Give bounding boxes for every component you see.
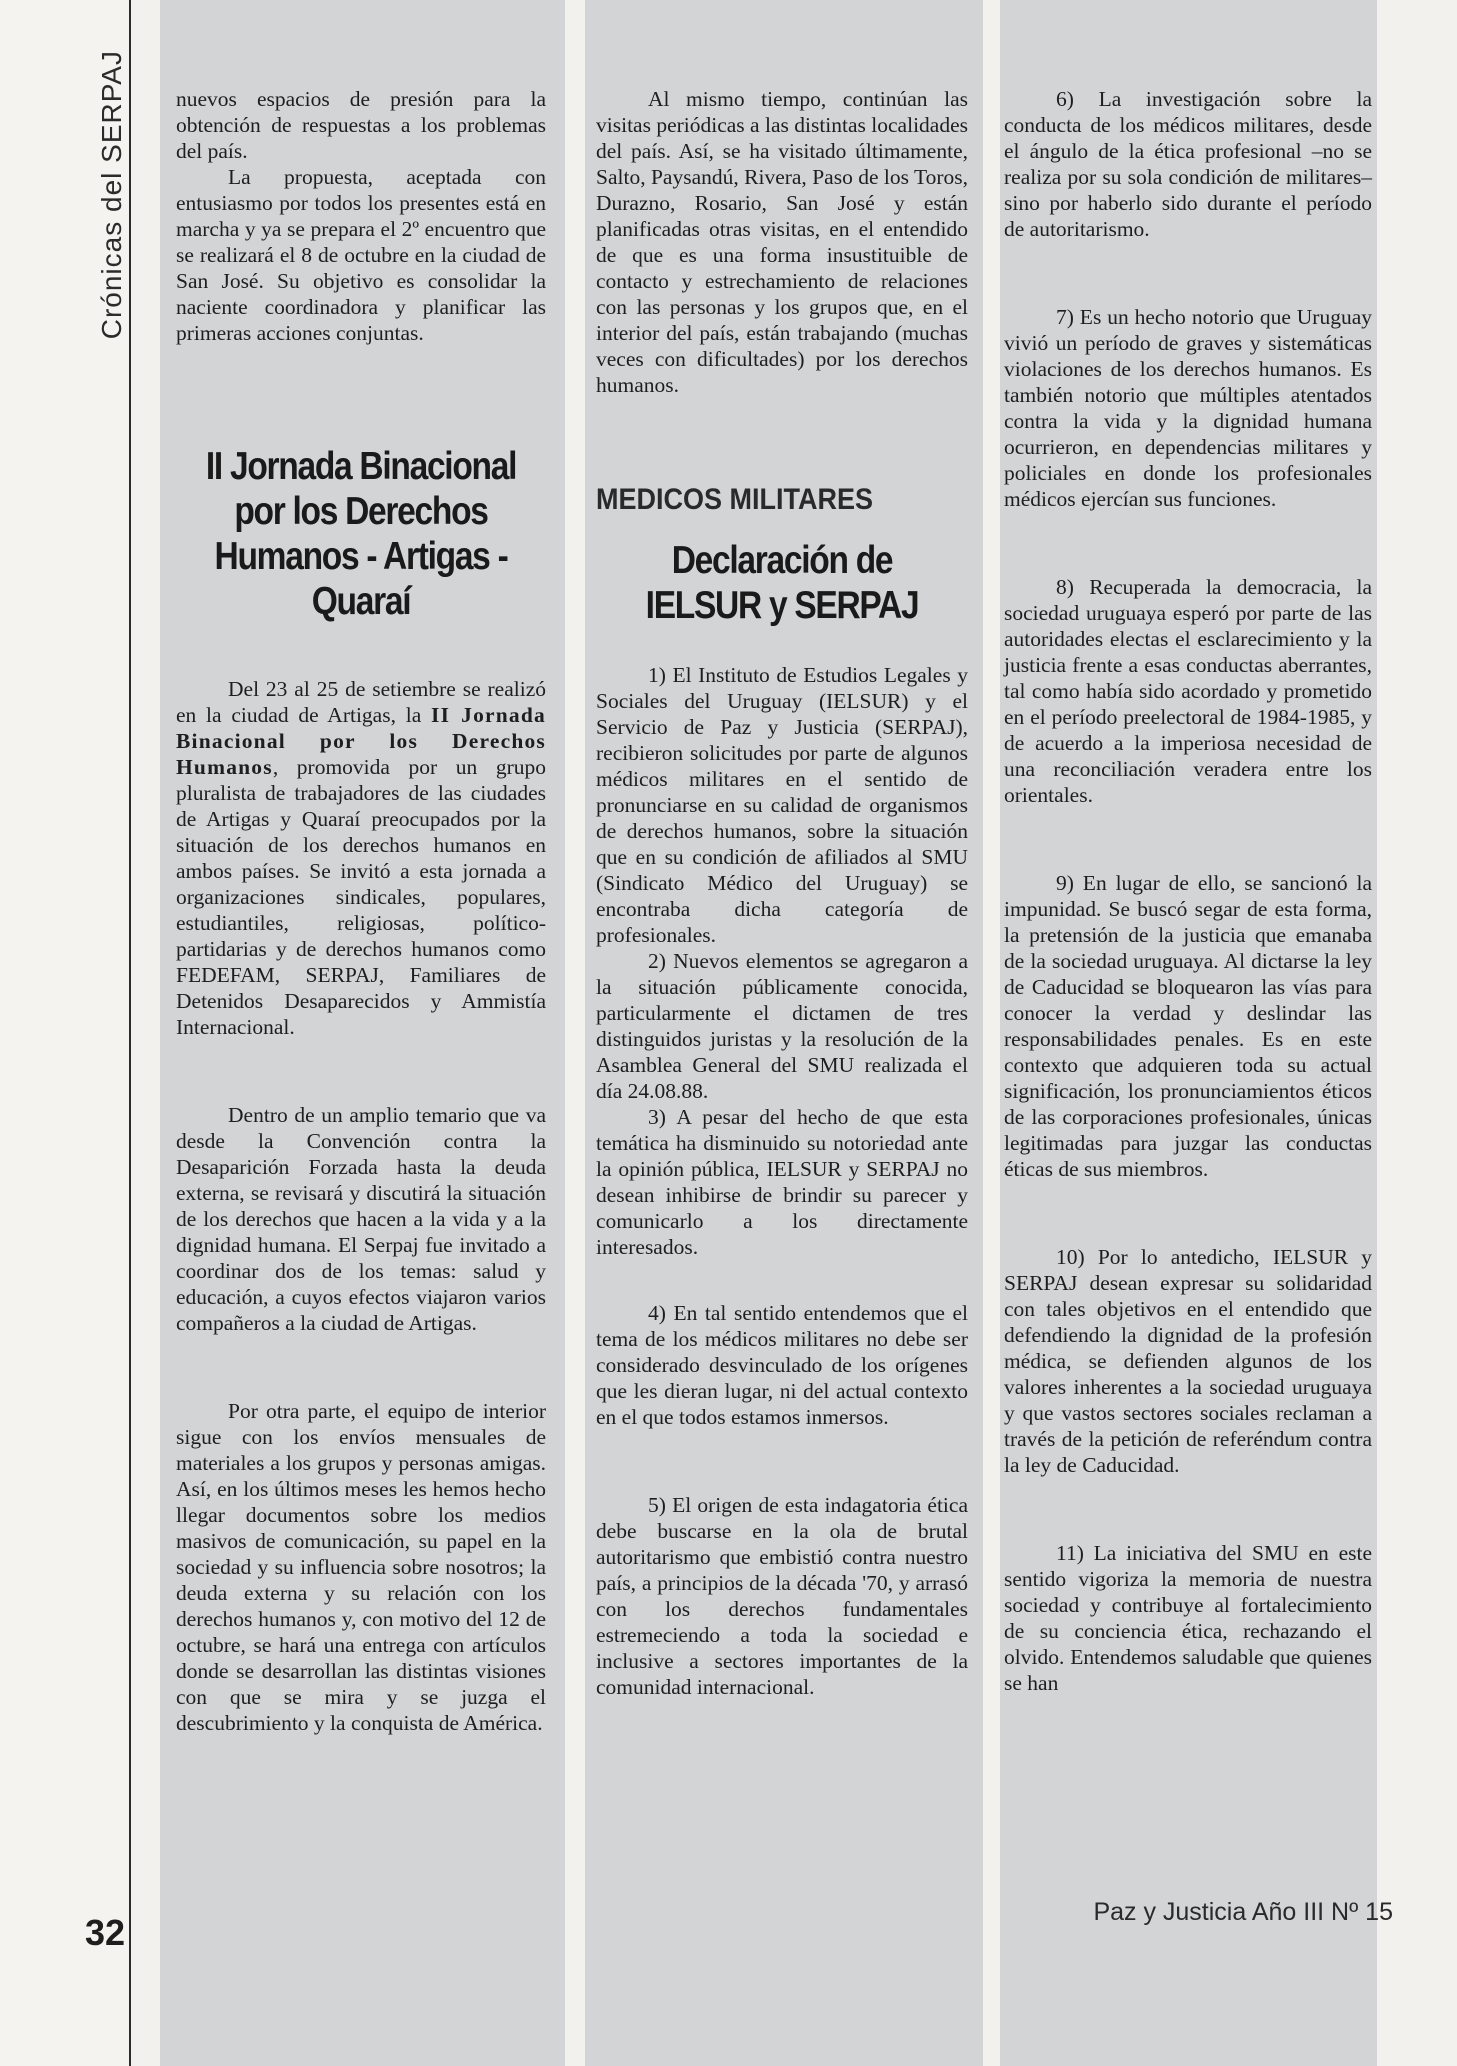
paragraph: 8) Recuperada la democracia, la sociedad uruguaya esperó por parte de las autoridades electas el esclarecimiento y la justicia frente a esas conductas aberrantes, tal como había sido acordado y prometido en el período preelectoral de 1984-1985, y de acuerdo a la imperiosa necesidad de una reconciliación veradera entre los orientales. [1004, 575, 1372, 807]
paragraph: Por otra parte, el equipo de interior sigue con los envíos mensuales de materiales a los grupos y personas amigas. Así, en los últimos meses les hemos hecho llegar documentos sobre los medios masivos de comunicación, su papel en la sociedad y su influencia sobre nosotros; la deuda externa y su relación con los derechos humanos y, con motivo del 12 de octubre, se hará una entrega con artículos donde se desarrollan las distintas visiones con que se mira y se juzga el descubrimiento y la conquista de América. [176, 1399, 546, 1735]
column-1 [176, 86, 546, 1736]
paragraph [176, 676, 546, 1040]
section-kicker: MEDICOS MILITARES [596, 483, 874, 516]
paragraph: 11) La iniciativa del SMU en este sentido vigoriza la memoria de nuestra sociedad y contribuye al fortalecimiento de su conciencia ética, rechazando el olvido. Entendemos saludable que quienes se han [1004, 1541, 1372, 1695]
paragraph: 9) En lugar de ello, se sancionó la impunidad. Se buscó segar de esta forma, la pretensión de la justicia que emanaba de la sociedad uruguaya. Al dictarse la ley de Caducidad se bloquearon las vías para conocer la verdad y deslindar las responsabilidades penales. Es en este contexto que adquieren toda su actual significación, los pronunciamientos éticos de las corporaciones profesionales, únicas legitimadas para juzgar las conductas éticas de sus miembros. [1004, 871, 1372, 1181]
paragraph-rest: , promovida por un grupo pluralista de trabajadores de las ciudades de Artigas y Quaraí preocupados por la situación de los derechos humanos en ambos países. Se invitó a esta jornada a organizaciones sindicales, populares, estudiantiles, religiosas, político-partidarias y de derechos humanos como FEDEFAM, SERPAJ, Familiares de Detenidos Desaparecidos y Ammistía Internacional. [176, 755, 546, 1039]
magazine-footer: Paz y Justicia Año III Nº 15 [1093, 1898, 1393, 1926]
paragraph: Dentro de un amplio temario que va desde la Convención contra la Desaparición Forzada hasta la deuda externa, se revisará y discutirá la situación de los derechos que hacen a la vida y a la dignidad humana. El Serpaj fue invitado a coordinar dos de los temas: salud y educación, a cuyos efectos viajaron varios compañeros a la ciudad de Artigas. [176, 1103, 546, 1335]
article-title-jornada: II Jornada Binacional por los Derechos Humanos - Artigas - Quaraí [205, 445, 517, 623]
paragraph: La propuesta, aceptada con entusiasmo por todos los presentes está en marcha y ya se prepara el 2º encuentro que se realizará el 8 de octubre en la ciudad de San José. Su objetivo es consolidar la naciente coordinadora y planificar las primeras acciones conjuntas. [176, 165, 546, 345]
paragraph: 6) La investigación sobre la conducta de los médicos militares, desde el ángulo de la ética profesional –no se realiza por su sola condición de militares– sino por haberlo sido durante el período de autoritarismo. [1004, 87, 1372, 241]
margin-rule [129, 0, 131, 2066]
running-head: Crónicas del SERPAJ [96, 50, 127, 340]
column-2 [596, 86, 968, 1700]
page-number: 32 [85, 1912, 126, 1953]
article-title-declaracion: Declaración de IELSUR y SERPAJ [645, 539, 919, 627]
paragraph: 5) El origen de esta indagatoria ética debe buscarse en la ola de brutal autoritarismo que embistió contra nuestro país, a principios de la década '70, y arrasó con los derechos fundamentales estremeciendo a toda la sociedad e inclusive a sectores importantes de la comunidad internacional. [596, 1493, 968, 1699]
paragraph: 3) A pesar del hecho de que esta temática ha disminuido su notoriedad ante la opinión pública, IELSUR y SERPAJ no desean inhibirse de brindir su parecer y comunicarlo a los directamente interesados. [596, 1105, 968, 1259]
paragraph: 1) El Instituto de Estudios Legales y Sociales del Uruguay (IELSUR) y el Servicio de Paz y Justicia (SERPAJ), recibieron solicitudes por parte de algunos médicos militares en el sentido de pronunciarse en su calidad de organismos de derechos humanos, sobre la situación que en su condición de afiliados al SMU (Sindicato Médico del Uruguay) se encontraba dicha categoría de profesionales. [596, 663, 968, 947]
paragraph: 4) En tal sentido entendemos que el tema de los médicos militares no debe ser considerado desvinculado de los orígenes que les dieran lugar, ni del actual contexto en el que todos estamos inmersos. [596, 1301, 968, 1429]
column-3 [1004, 86, 1372, 1696]
paragraph: 10) Por lo antedicho, IELSUR y SERPAJ desean expresar su solidaridad con tales objetivos en el entendido que defendiendo la dignidad de la profesión médica, se defienden algunos de los valores inherentes a la sociedad uruguaya y que vastos sectores sociales reclaman a través de la petición de referéndum contra la ley de Caducidad. [1004, 1245, 1372, 1477]
paragraph: Al mismo tiempo, continúan las visitas periódicas a las distintas localidades del país. Así, se ha visitado últimamente, Salto, Paysandú, Rivera, Paso de los Toros, Durazno, Rosario, San José y están planificadas otras visitas, en el entendido de que es una forma insustituible de contacto y estrechamiento de relaciones con las personas y los grupos que, en el interior del país, están trabajando (muchas veces con dificultades) por los derechos humanos. [596, 87, 968, 397]
paragraph: 7) Es un hecho notorio que Uruguay vivió un período de graves y sistemáticas violaciones de los derechos humanos. Es también notorio que múltiples atentados contra la vida y la dignidad humana ocurrieron, en dependencias militares y policiales en donde los profesionales médicos ejercían sus funciones. [1004, 305, 1372, 511]
paragraph-lead: Del 23 al 25 de setiembre se realizó en la ciudad de Artigas, la [176, 677, 546, 727]
paragraph: nuevos espacios de presión para la obtención de respuestas a los problemas del país. [176, 87, 546, 163]
paragraph: 2) Nuevos elementos se agregaron a la situación públicamente conocida, particularmente el dictamen de tres distinguidos juristas y la resolución de la Asamblea General del SMU realizada el día 24.08.88. [596, 949, 968, 1103]
event-name: II Jornada Binacional por los Derechos Humanos [176, 703, 546, 779]
